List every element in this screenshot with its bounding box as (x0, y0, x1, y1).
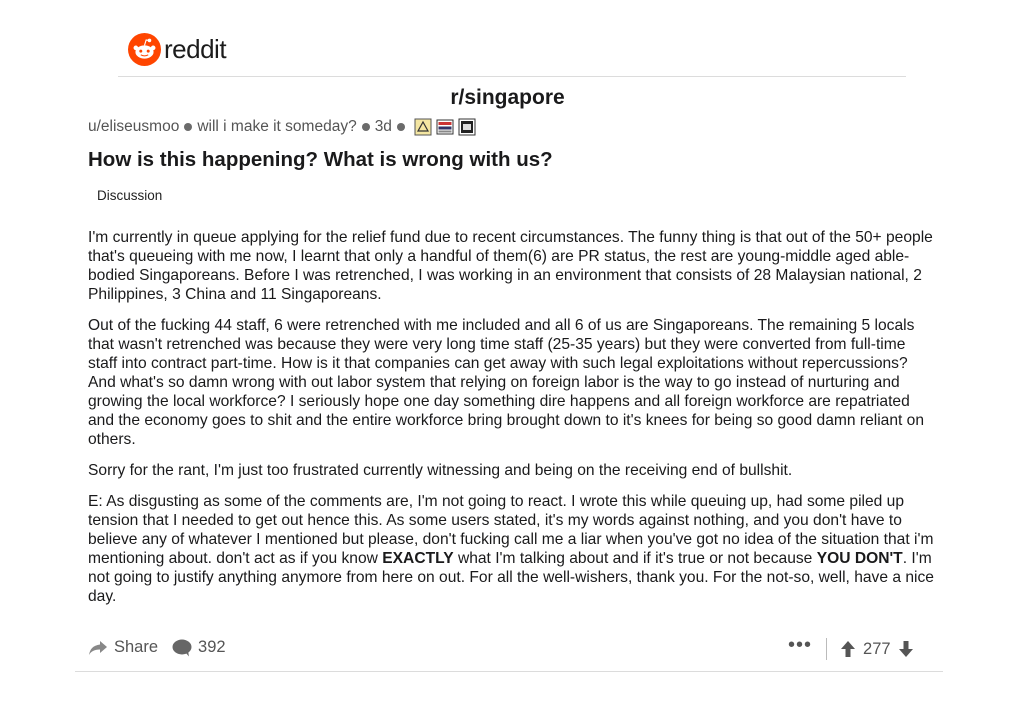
upvote-arrow-icon[interactable] (841, 641, 855, 657)
comment-bubble-icon (172, 639, 192, 657)
downvote-arrow-icon[interactable] (899, 641, 913, 657)
flair-emoji-1-icon (414, 118, 432, 136)
flair-emoji-3-icon (458, 118, 476, 136)
edit-text: . I'm not going to justify anything anymore from here on out. For all the well-wishers, thank you. For the not-so, well, have a nice day. (88, 550, 934, 605)
separator-dot (184, 123, 192, 131)
reddit-wordmark: reddit (164, 34, 227, 64)
edit-text: what I'm talking about and if it's true or not because (453, 550, 817, 567)
body-paragraph: Sorry for the rant, I'm just too frustrated currently witnessing and being on the receiving end of bullshit. (88, 462, 793, 479)
edit-bold-text: YOU DON'T (816, 550, 903, 567)
comments-button[interactable] (172, 638, 226, 657)
share-button[interactable] (88, 638, 158, 657)
post-meta (88, 118, 476, 136)
vote-controls (788, 634, 913, 660)
more-options-button[interactable]: ••• (788, 634, 813, 656)
post-title[interactable]: How is this happening? What is wrong with us? (88, 148, 553, 171)
top-divider (118, 76, 906, 77)
flair-emoji-2-icon (436, 118, 454, 136)
comments-count: 392 (198, 638, 226, 656)
post-actions (88, 638, 240, 657)
edit-bold-text: EXACTLY (382, 550, 454, 567)
edit-text: E: As disgusting as some of the comments are, I'm not going to react. I wrote this while queuing up, had some piled up tension that I needed to get out hence this. As some users stated, it's my words against nothing, and you don't have to believe any of whatever I mentioned but please, don't fucking call me a liar when you've got no idea of the situation that i'm mentioning about. don't act as if you know (88, 493, 934, 567)
post-body (88, 228, 938, 618)
post-age: 3d (374, 118, 392, 135)
author-flair-text: will i make it someday? (197, 118, 357, 135)
post-flair-tag[interactable]: Discussion (97, 188, 163, 203)
bottom-divider (75, 671, 943, 672)
reddit-snoo-icon (128, 33, 161, 66)
separator-dot (362, 123, 370, 131)
vote-score: 277 (863, 639, 891, 658)
edit-paragraph (88, 492, 938, 606)
reddit-logo[interactable] (128, 33, 226, 66)
share-arrow-icon (88, 640, 108, 656)
vote-divider (826, 638, 827, 660)
body-paragraph: I'm currently in queue applying for the relief fund due to recent circumstances. The funny thing is that out of the 50+ people that's queueing with me now, I learnt that only a handful of them(6) are PR status, the rest are young-middle aged able-bodied Singaporeans. Before I was retrenched, I was working in an environment that consists of 28 Malaysian national, 2 Philippines, 3 China and 11 Singaporeans. (88, 229, 933, 303)
subreddit-name[interactable]: r/singapore (450, 86, 565, 109)
separator-dot (397, 123, 405, 131)
share-label: Share (114, 638, 159, 656)
author-username[interactable]: u/eliseusmoo (88, 118, 180, 135)
body-paragraph: Out of the fucking 44 staff, 6 were retrenched with me included and all 6 of us are Singaporeans. The remaining 5 locals that wasn't retrenched was because they were very long time staff (25-35 years) but they were converted from full-time staff into contract part-time. How is it that companies can get away with such legal exploitations without repercussions? And what's so damn wrong with out labor system that relying on foreign labor is the way to go instead of nurturing and growing the local workforce? I seriously hope one day something dire happens and all foreign workforce are repatriated and the economy goes to shit and the entire workforce bring brought down to it's knees for being so good damn reliant on others. (88, 317, 925, 448)
